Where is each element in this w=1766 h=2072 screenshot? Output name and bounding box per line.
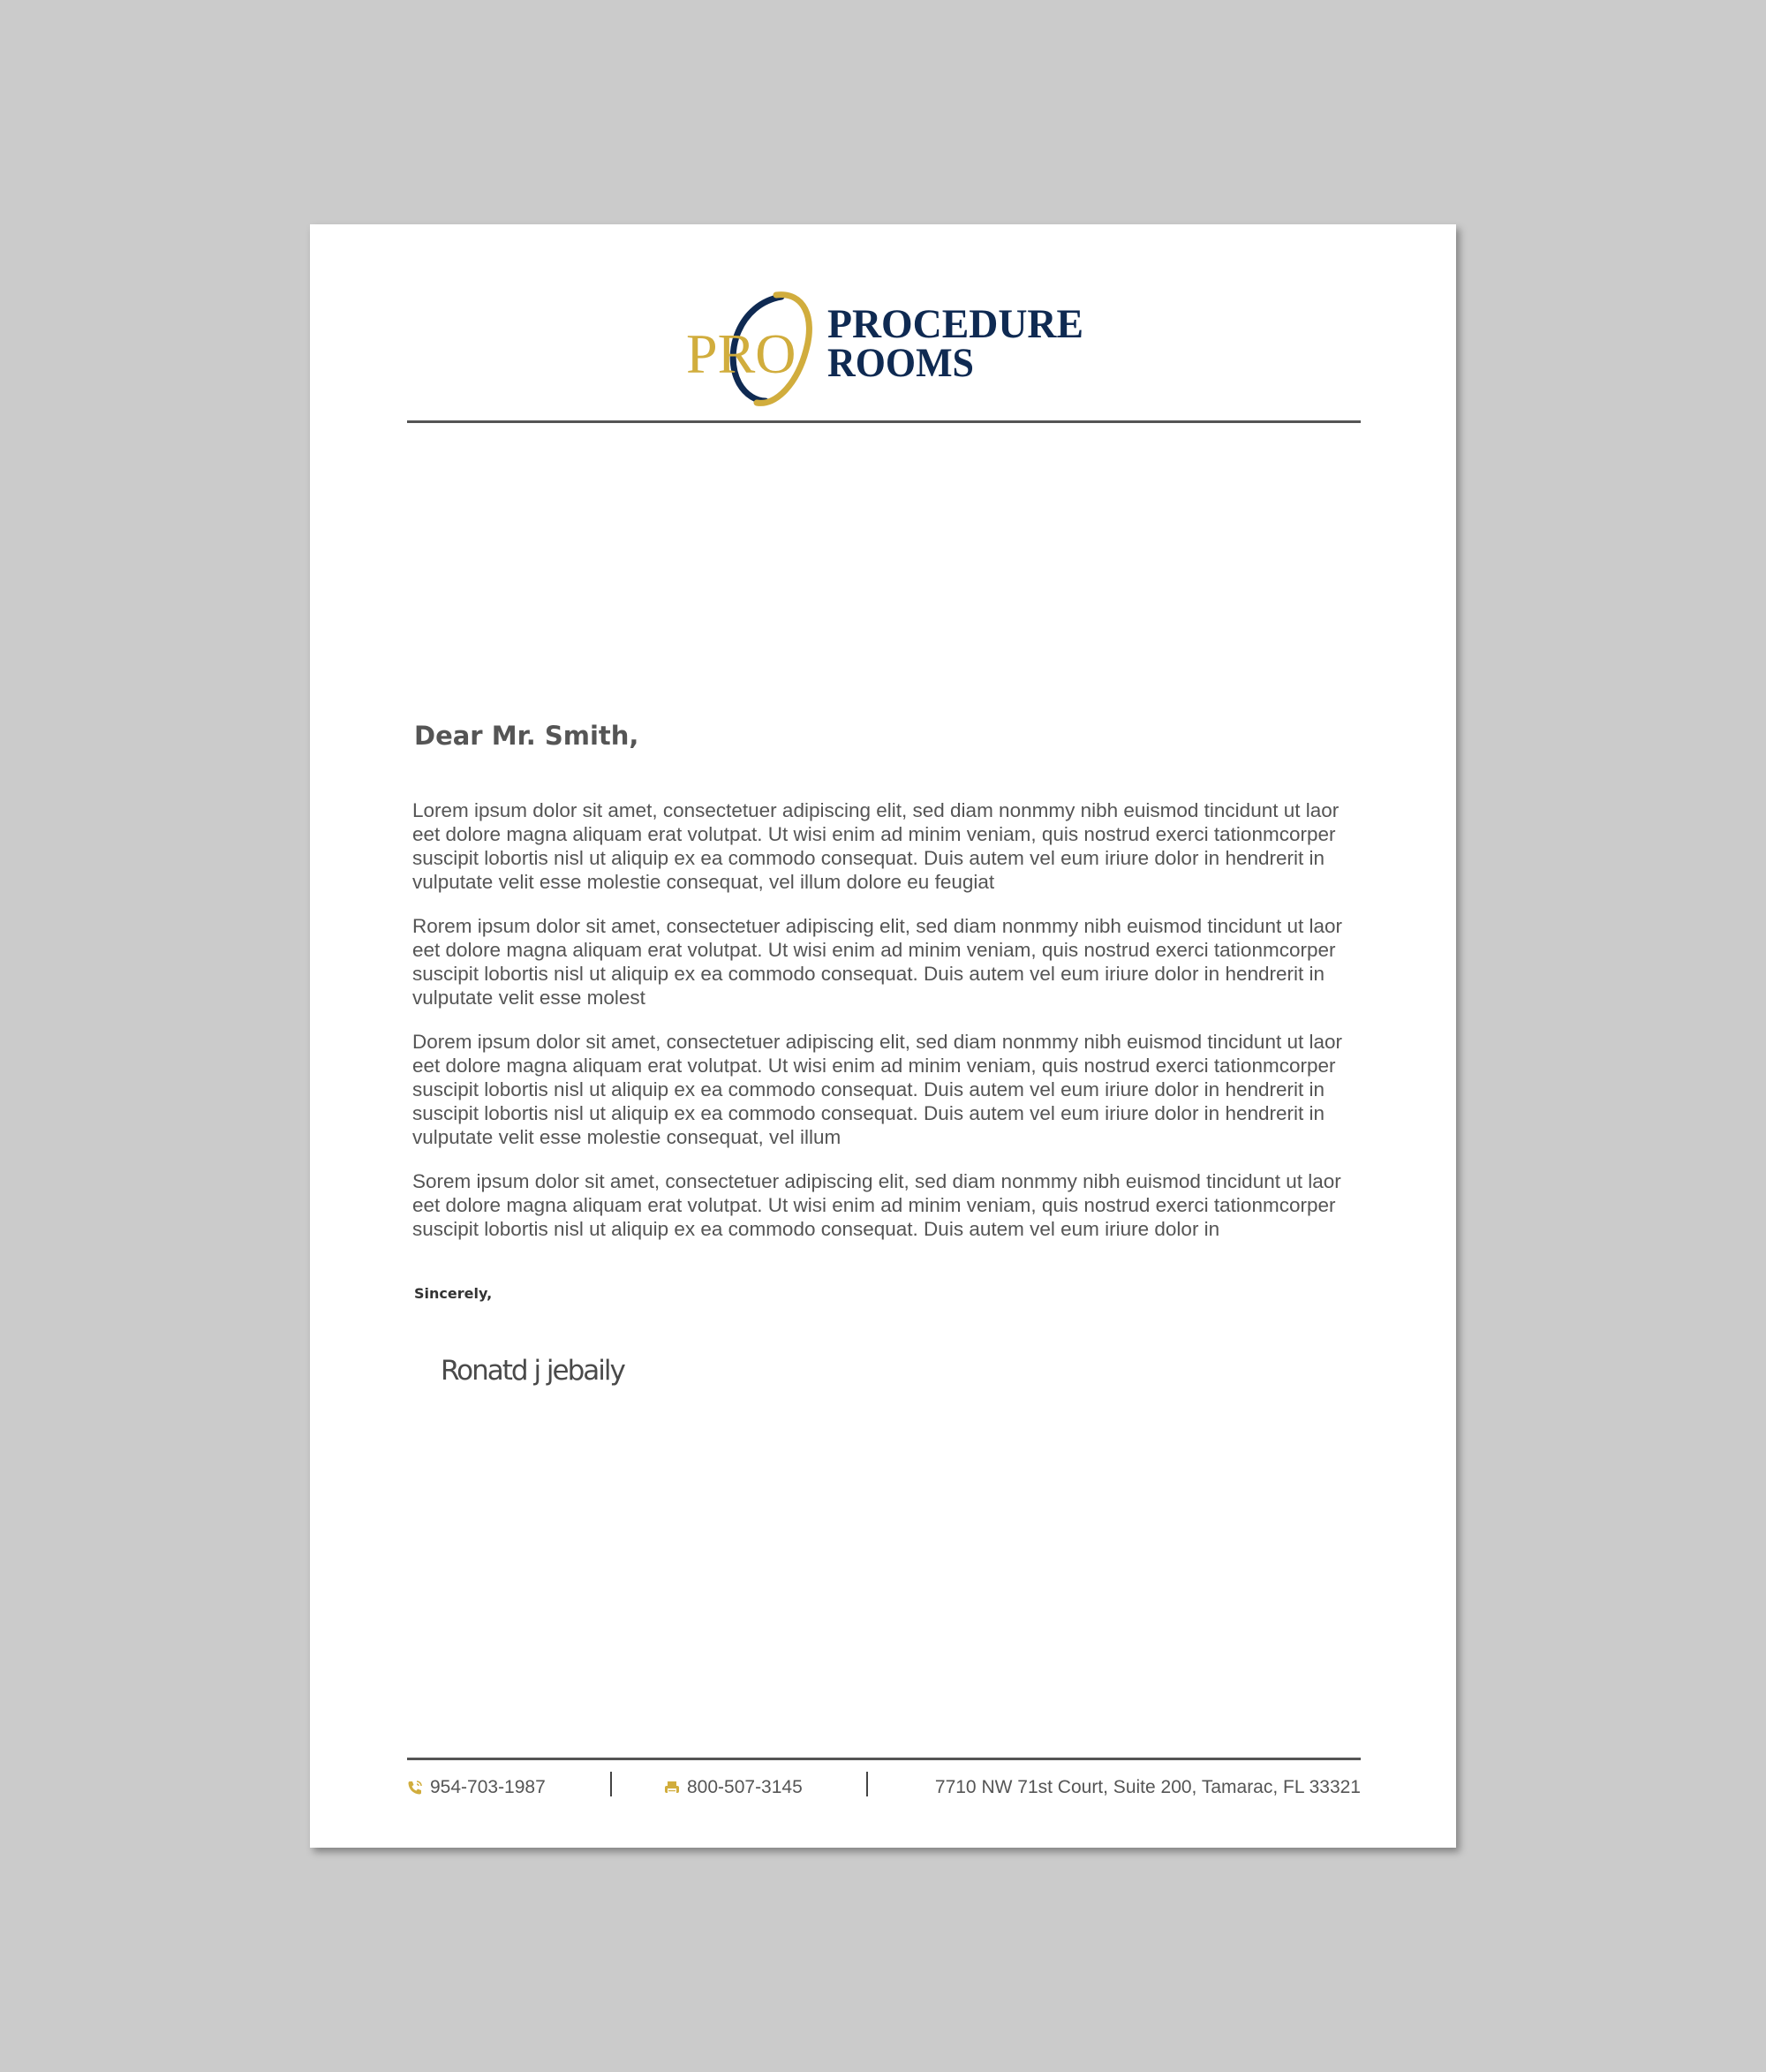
logo-title-line1: PROCEDURE <box>827 301 1083 347</box>
company-logo <box>684 291 1091 412</box>
footer-separator <box>610 1772 612 1796</box>
body-paragraph: Sorem ipsum dolor sit amet, consectetuer adipiscing elit, sed diam nonmmy nibh euismod tincidunt ut laor eet dolore magna aliquam erat volutpat. Ut wisi enim ad minim veniam, quis nostrud exerci tationmcorper suscipit lobortis nisl ut aliquip ex ea commodo consequat. Duis autem vel eum iriure dolor in <box>412 1170 1341 1240</box>
footer-address <box>935 1777 1361 1798</box>
body-paragraph: Dorem ipsum dolor sit amet, consectetuer adipiscing elit, sed diam nonmmy nibh euismod tincidunt ut laor eet dolore magna aliquam erat volutpat. Ut wisi enim ad minim veniam, quis nostrud exerci tationmcorper suscipit lobortis nisl ut aliquip ex ea commodo consequat. Duis autem vel eum iriure dolor in hendrerit in suscipit lobortis nisl ut aliquip ex ea commodo consequat. Duis autem vel eum iriure dolor in hendrerit in vulputate velit esse molestie consequat, vel illum <box>412 1031 1342 1148</box>
letterhead-page <box>310 224 1456 1848</box>
logo-mark-text: PRO <box>686 322 796 385</box>
phone-number: 954-703-1987 <box>430 1777 546 1797</box>
body-paragraph: Lorem ipsum dolor sit amet, consectetuer adipiscing elit, sed diam nonmmy nibh euismod tincidunt ut laor eet dolore magna aliquam erat volutpat. Ut wisi enim ad minim veniam, quis nostrud exerci tationmcorper suscipit lobortis nisl ut aliquip ex ea commodo consequat. Duis autem vel eum iriure dolor in hendrerit in vulputate velit esse molestie consequat, vel illum dolore eu feugiat <box>412 799 1340 893</box>
footer-contact <box>407 1772 1361 1804</box>
logo-title-line2: ROOMS <box>827 340 974 386</box>
footer-phone <box>407 1777 546 1798</box>
footer-fax <box>664 1777 803 1798</box>
fax-icon <box>664 1780 680 1796</box>
salutation: Dear Mr. Smith, <box>414 721 639 751</box>
signature: Ronatd j jebaily <box>441 1355 624 1387</box>
footer-separator <box>866 1772 868 1796</box>
letter-body <box>412 798 1366 1261</box>
body-paragraph: Rorem ipsum dolor sit amet, consectetuer adipiscing elit, sed diam nonmmy nibh euismod tincidunt ut laor eet dolore magna aliquam erat volutpat. Ut wisi enim ad minim veniam, quis nostrud exerci tationmcorper suscipit lobortis nisl ut aliquip ex ea commodo consequat. Duis autem vel eum iriure dolor in hendrerit in vulputate velit esse molest <box>412 915 1342 1009</box>
fax-number: 800-507-3145 <box>687 1777 803 1797</box>
header-divider <box>407 420 1361 423</box>
footer-divider <box>407 1758 1361 1760</box>
address-text: 7710 NW 71st Court, Suite 200, Tamarac, FL 33321 <box>934 1777 1361 1797</box>
closing: Sincerely, <box>414 1285 493 1302</box>
phone-icon <box>407 1780 423 1796</box>
